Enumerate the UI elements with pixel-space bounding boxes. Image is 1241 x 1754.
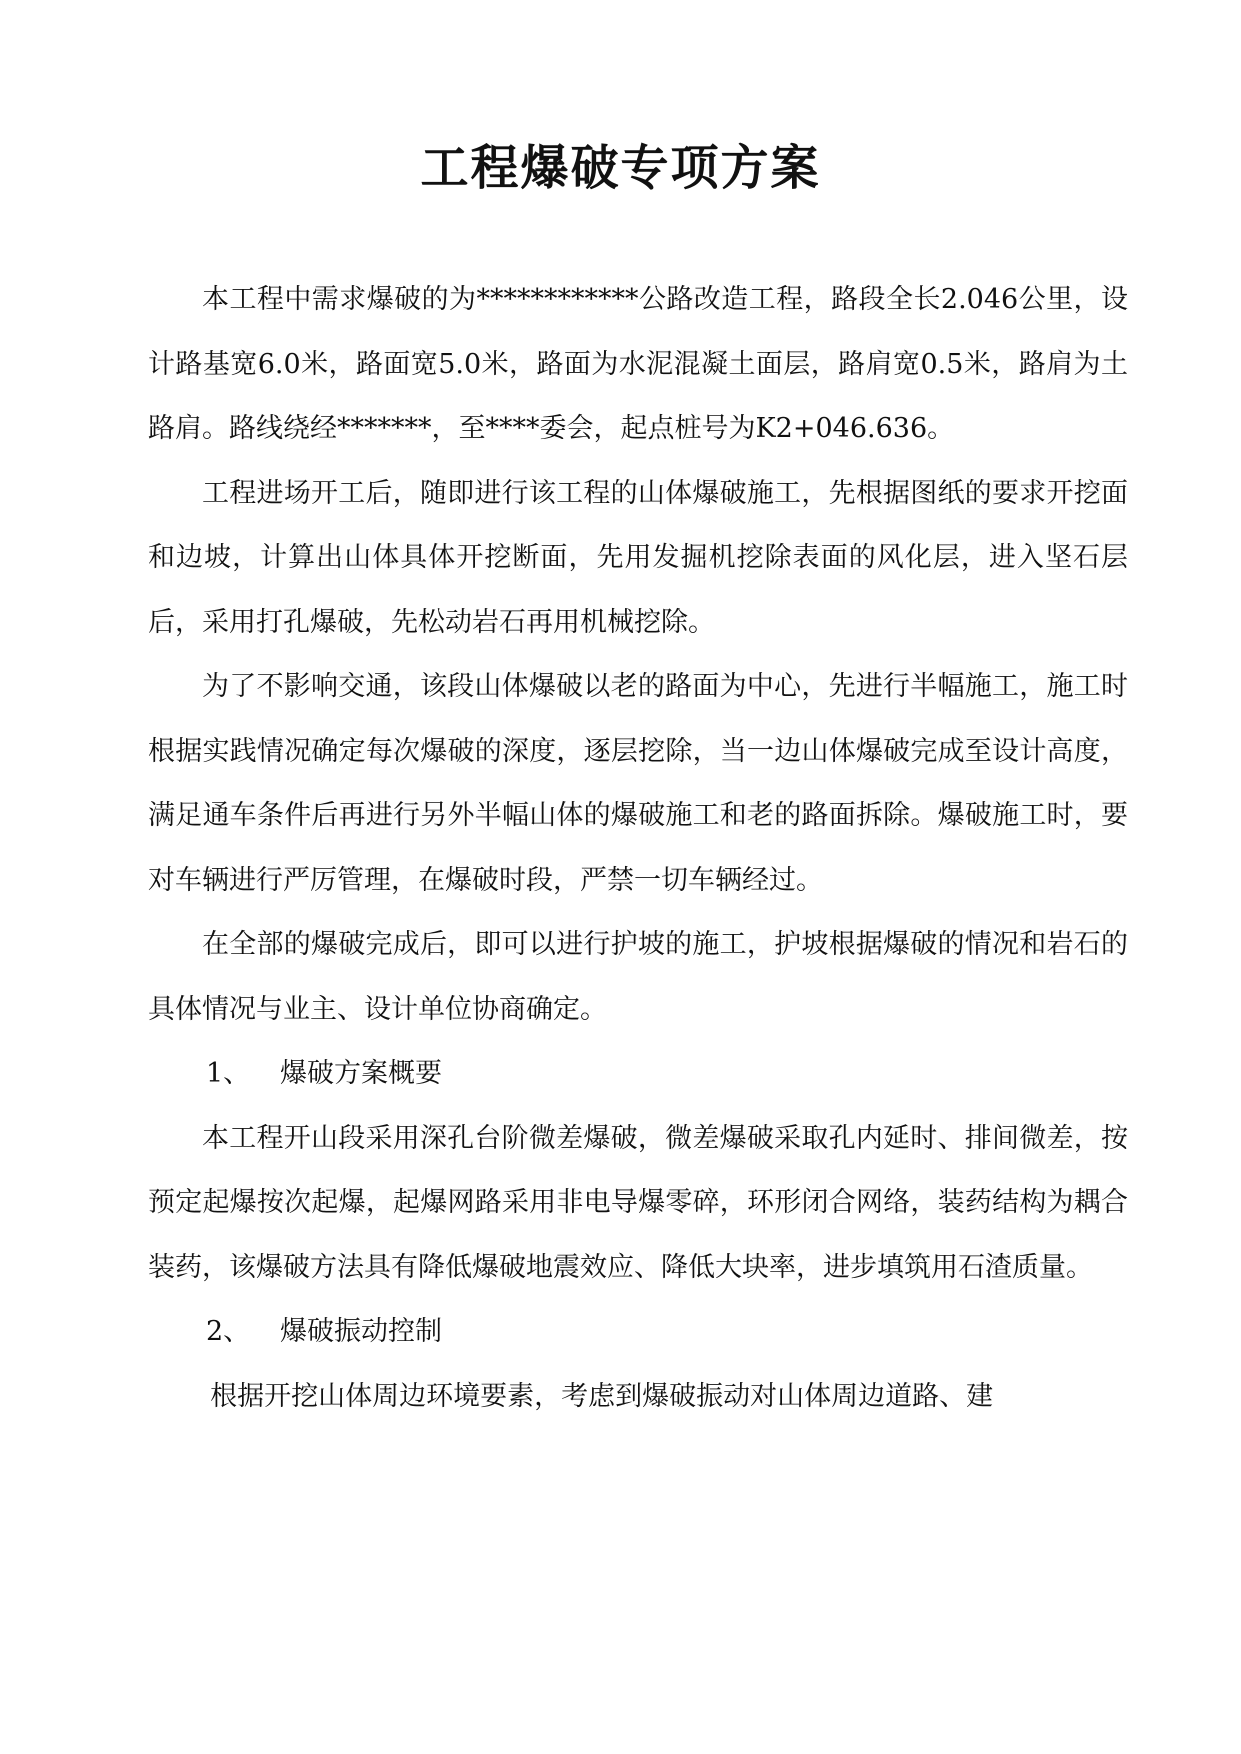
document-title: 工程爆破专项方案 bbox=[420, 140, 821, 196]
section-number-1: 1、 bbox=[206, 1058, 251, 1089]
paragraph-project-overview: 本工程中需求爆破的为************公路改造工程，路段全长2.046公里，设计路基宽6.0米，路面宽5.0米，路面为水泥混凝土面层，路肩宽0.5米，路肩为土路肩。路线绕经*******，至****委会，起点桩号为K2+046.636。 bbox=[148, 284, 1128, 444]
section-heading-1 bbox=[148, 1042, 1128, 1107]
section-heading-2 bbox=[148, 1300, 1128, 1365]
document-body bbox=[148, 268, 1128, 1429]
section-title-1: 爆破方案概要 bbox=[280, 1058, 442, 1089]
paragraph-slope-protection: 在全部的爆破完成后，即可以进行护坡的施工，护坡根据爆破的情况和岩石的具体情况与业主、设计单位协商确定。 bbox=[148, 929, 1128, 1025]
paragraph-blasting-plan: 本工程开山段采用深孔台阶微差爆破，微差爆破采取孔内延时、排间微差，按预定起爆按次起爆，起爆网路采用非电导爆零碎，环形闭合网络，装药结构为耦合装药，该爆破方法具有降低爆破地震效应、降低大块率，进步填筑用石渣质量。 bbox=[148, 1122, 1128, 1283]
paragraph-vibration-control: 根据开挖山体周边环境要素，考虑到爆破振动对山体周边道路、建 bbox=[210, 1380, 994, 1412]
paragraph-construction-start: 工程进场开工后，随即进行该工程的山体爆破施工，先根据图纸的要求开挖面和边坡，计算出山体具体开挖断面，先用发掘机挖除表面的风化层，进入坚石层后，采用打孔爆破，先松动岩石再用机械挖除。 bbox=[148, 477, 1128, 638]
section-number-2: 2、 bbox=[206, 1316, 251, 1347]
section-title-2: 爆破振动控制 bbox=[280, 1316, 442, 1347]
paragraph-traffic-management: 为了不影响交通，该段山体爆破以老的路面为中心，先进行半幅施工，施工时根据实践情况确定每次爆破的深度，逐层挖除，当一边山体爆破完成至设计高度，满足通车条件后再进行另外半幅山体的爆破施工和老的路面拆除。爆破施工时，要对车辆进行严厉管理，在爆破时段，严禁一切车辆经过。 bbox=[148, 671, 1128, 896]
